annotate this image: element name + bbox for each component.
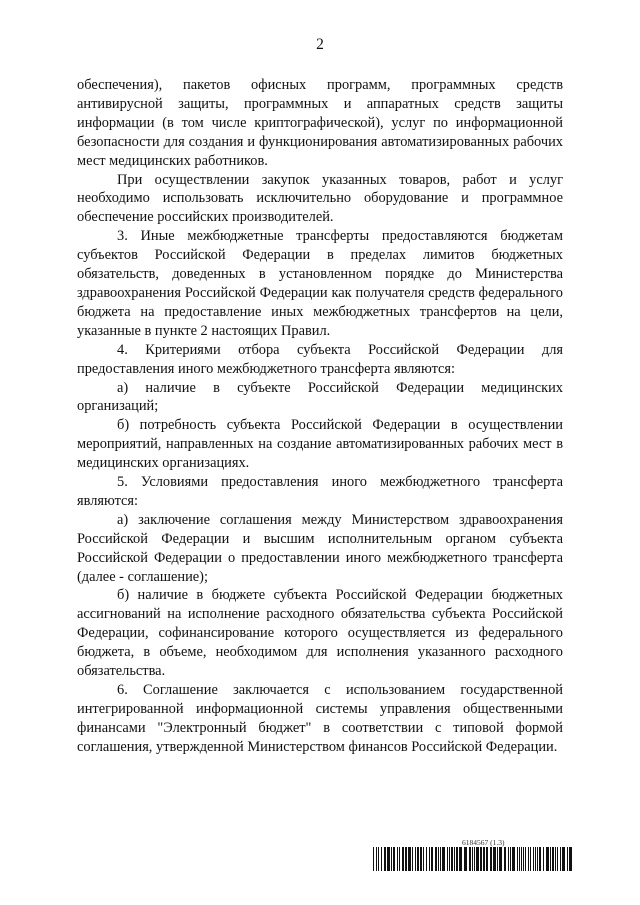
paragraph-4: 4. Критериями отбора субъекта Российской Федерации для предоставления иного межбюджетного трансферта являются:	[77, 341, 563, 377]
paragraph-5b: б) наличие в бюджете субъекта Российской Федерации бюджетных ассигнований на исполнение расходного обязательства субъекта Российской Федерации, софинансирование которого осуществляется из федерального бюджета, в объеме, необходимом для исполнения указанного расходного обязательства.	[77, 587, 563, 680]
paragraph-4b: б) потребность субъекта Российской Федерации в осуществлении мероприятий, направленных на создание автоматизированных рабочих мест в медицинских организациях.	[77, 417, 563, 472]
paragraph-6: 6. Соглашение заключается с использованием государственной интегрированной информационной системы управления общественными финансами "Электронный бюджет" в соответствии с типовой формой соглашения, утвержденной Министерством финансов Российской Федерации.	[77, 682, 563, 755]
barcode	[373, 847, 573, 871]
paragraph-3: 3. Иные межбюджетные трансферты предоставляются бюджетам субъектов Российской Федерации в пределах лимитов бюджетных обязательств, доведенных в установленном порядке до Министерства здравоохранения Российской Федерации как получателя средств федерального бюджета на предоставление иных межбюджетных трансфертов на цели, указанные в пункте 2 настоящих Правил.	[77, 228, 563, 339]
paragraph-5a: а) заключение соглашения между Министерством здравоохранения Российской Федерации и высшим исполнительным органом субъекта Российской Федерации о предоставлении иного межбюджетного трансферта (далее - соглашение);	[77, 511, 563, 585]
paragraph-continuation: обеспечения), пакетов офисных программ, программных средств антивирусной защиты, программных и аппаратных средств защиты информации (в том числе криптографической), услуг по информационной безопасности для создания и функционирования автоматизированных рабочих мест медицинских работников.	[77, 77, 563, 169]
page-number: 2	[316, 36, 324, 53]
paragraph-procurement-note: При осуществлении закупок указанных товаров, работ и услуг необходимо использовать исключительно оборудование и программное обеспечение российских производителей.	[77, 171, 563, 226]
document-body	[77, 76, 563, 757]
document-code: 6184567 (1.3)	[462, 838, 505, 847]
paragraph-4a: а) наличие в субъекте Российской Федерации медицинских организаций;	[77, 379, 563, 415]
paragraph-5: 5. Условиями предоставления иного межбюджетного трансферта являются:	[77, 474, 563, 509]
